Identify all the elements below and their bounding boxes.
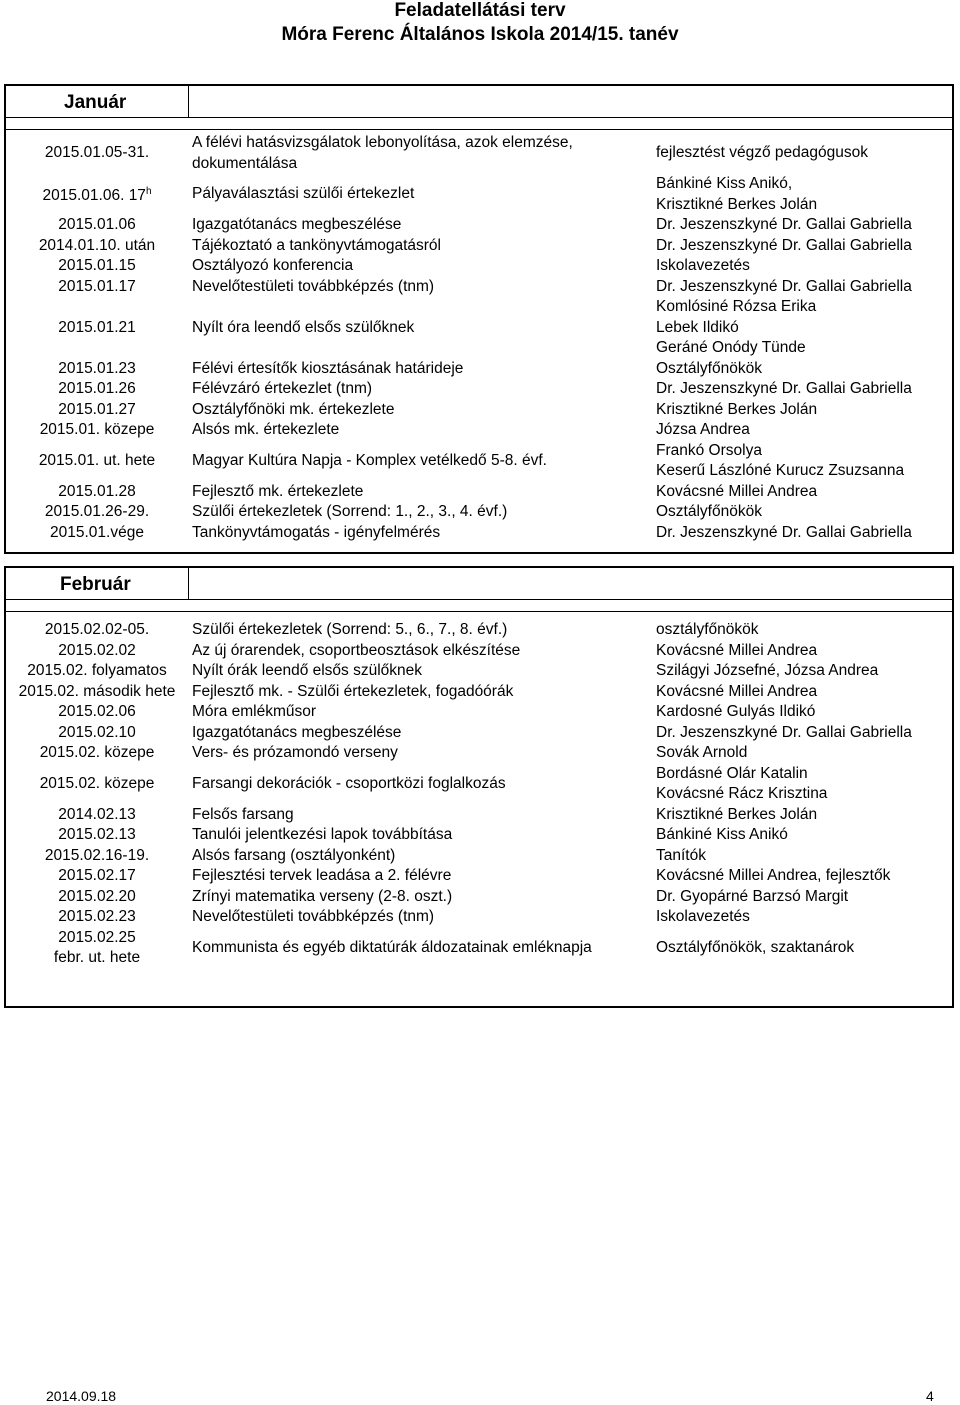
responsible-text: Dr. Jeszenszkyné Dr. Gallai Gabriella	[656, 380, 912, 397]
responsible-text: Lebek Ildikó	[656, 318, 739, 336]
february-month-heading: Február	[60, 574, 131, 595]
table-row	[6, 682, 952, 703]
responsible-text: Krisztikné Berkes Jolán	[656, 195, 818, 213]
task-text: Pályaválasztási szülői értekezlet	[192, 185, 415, 203]
responsible-text: Krisztikné Berkes Jolán	[656, 805, 818, 823]
date-text: 2015.02.25	[58, 928, 136, 946]
task-text: Szülői értekezletek (Sorrend: 5., 6., 7., 8. évf.)	[192, 621, 508, 638]
table-row	[6, 825, 952, 846]
task-text: Osztályozó konferencia	[192, 257, 354, 274]
table-row	[6, 482, 952, 503]
responsible-cell	[656, 723, 952, 744]
february-header-row	[6, 568, 952, 600]
responsible-cell	[656, 866, 952, 887]
date-cell	[6, 215, 188, 236]
responsible-cell	[656, 441, 952, 482]
task-text: Tankönyvtámogatás - igényfelmérés	[192, 523, 441, 541]
date-text: 2015.02.06	[58, 703, 136, 720]
date-text-secondary: febr. ut. hete	[53, 949, 141, 966]
responsible-cell	[656, 482, 952, 503]
task-text: Tájékoztató a tankönyvtámogatásról	[192, 236, 441, 254]
task-cell	[192, 866, 652, 887]
responsible-text: Iskolavezetés	[656, 257, 750, 274]
date-cell	[6, 420, 188, 441]
date-text: 2015.02. második hete	[18, 682, 176, 700]
date-text: 2015.02. közepe	[39, 774, 155, 792]
table-row	[6, 133, 952, 174]
task-text: Félévzáró értekezlet (tnm)	[192, 380, 373, 397]
responsible-cell	[656, 702, 952, 723]
date-text: 2015.02.17	[58, 867, 136, 884]
responsible-text: Tanítók	[656, 846, 706, 864]
task-text: Móra emlékműsor	[192, 703, 317, 720]
responsible-cell	[656, 764, 952, 805]
date-cell	[6, 297, 188, 359]
task-cell	[192, 702, 652, 723]
task-cell	[192, 297, 652, 359]
task-text: Farsangi dekorációk - csoportközi foglalkozás	[192, 774, 506, 792]
responsible-text: Krisztikné Berkes Jolán	[656, 400, 818, 418]
date-text: 2015.01.27	[58, 400, 136, 418]
responsible-text: Osztályfőnökök	[656, 503, 762, 520]
task-cell	[192, 277, 652, 298]
responsible-text: Dr. Gyopárné Barzsó Margit	[656, 887, 849, 905]
task-cell	[192, 764, 652, 805]
page-number: 4	[926, 1388, 934, 1404]
responsible-cell	[656, 825, 952, 846]
date-text: 2015.02.13	[58, 826, 136, 843]
date-text: 2015.02. folyamatos	[27, 662, 167, 679]
task-cell	[192, 682, 652, 703]
date-cell	[6, 702, 188, 723]
table-row	[6, 661, 952, 682]
date-text: 2015.02.02-05.	[44, 621, 150, 638]
date-cell	[6, 907, 188, 928]
task-text: Fejlesztő mk. értekezlete	[192, 482, 364, 500]
task-cell	[192, 133, 652, 174]
responsible-cell	[656, 420, 952, 441]
date-cell	[6, 379, 188, 400]
date-cell	[6, 743, 188, 764]
table-row	[6, 174, 952, 215]
date-cell	[6, 620, 188, 641]
date-text: 2015.02.16-19.	[44, 846, 150, 864]
date-cell	[6, 482, 188, 503]
table-row	[6, 277, 952, 298]
responsible-cell	[656, 359, 952, 380]
date-text: 2015.01.06	[58, 216, 136, 233]
task-cell	[192, 887, 652, 908]
responsible-cell	[656, 928, 952, 969]
table-row	[6, 907, 952, 928]
footer-date: 2014.09.18	[46, 1388, 117, 1404]
date-cell	[6, 825, 188, 846]
responsible-text: Geráné Onódy Tünde	[656, 339, 806, 356]
task-cell	[192, 620, 652, 641]
responsible-text: Frankó Orsolya	[656, 441, 762, 459]
task-text: Nyílt órák leendő elsős szülőknek	[192, 662, 423, 679]
task-text: Igazgatótanács megbeszélése	[192, 216, 402, 233]
table-row	[6, 928, 952, 969]
responsible-cell	[656, 379, 952, 400]
task-text: Alsós farsang (osztályonként)	[192, 846, 396, 864]
date-text: 2015.02.10	[58, 723, 136, 741]
responsible-text: fejlesztést végző pedagógusok	[656, 144, 868, 162]
task-cell	[192, 256, 652, 277]
table-row	[6, 846, 952, 867]
date-text: 2015.02.20	[58, 887, 136, 905]
date-text: 2015.02.02	[58, 641, 136, 659]
date-cell	[6, 133, 188, 174]
date-text: 2015.01.17	[58, 277, 136, 295]
task-cell	[192, 359, 652, 380]
date-cell	[6, 441, 188, 482]
responsible-cell	[656, 297, 952, 359]
responsible-cell	[656, 400, 952, 421]
task-cell	[192, 928, 652, 969]
task-text: Magyar Kultúra Napja - Komplex vetélkedő 5-8. évf.	[192, 451, 547, 469]
responsible-cell	[656, 641, 952, 662]
task-text: A félévi hatásvizsgálatok lebonyolítása, azok elemzése,	[192, 134, 573, 151]
task-text: Nyílt óra leendő elsős szülőknek	[192, 318, 415, 336]
date-cell	[6, 236, 188, 257]
date-cell	[6, 887, 188, 908]
responsible-cell	[656, 174, 952, 215]
date-cell	[6, 661, 188, 682]
date-text: 2015.02. közepe	[39, 744, 155, 761]
january-header-row	[6, 86, 952, 118]
task-cell	[192, 420, 652, 441]
task-text: Fejlesztő mk. - Szülői értekezletek, fogadóórák	[192, 682, 514, 700]
date-text: 2015.01.26	[58, 380, 136, 397]
responsible-cell	[656, 620, 952, 641]
date-cell	[6, 523, 188, 544]
task-cell	[192, 441, 652, 482]
table-row	[6, 359, 952, 380]
responsible-text: Dr. Jeszenszkyné Dr. Gallai Gabriella	[656, 723, 912, 741]
task-text: Alsós mk. értekezlete	[192, 421, 340, 438]
responsible-text: Kovácsné Rácz Krisztina	[656, 785, 828, 802]
february-spacer-row	[6, 600, 952, 612]
date-text: 2015.01.26-29.	[44, 503, 150, 520]
responsible-text: Kovácsné Millei Andrea	[656, 482, 818, 500]
responsible-cell	[656, 523, 952, 544]
table-row	[6, 523, 952, 544]
responsible-text: Dr. Jeszenszkyné Dr. Gallai Gabriella	[656, 523, 912, 541]
responsible-text: Sovák Arnold	[656, 744, 748, 761]
table-row	[6, 441, 952, 482]
february-table	[4, 566, 954, 1008]
task-text: Kommunista és egyéb diktatúrák áldozatainak emléknapja	[192, 938, 592, 956]
responsible-text: Bánkiné Kiss Anikó	[656, 826, 788, 843]
responsible-text: Osztályfőnökök	[656, 359, 762, 377]
table-row	[6, 723, 952, 744]
task-text: Osztályfőnöki mk. értekezlete	[192, 400, 395, 418]
date-text: 2014.02.13	[58, 805, 136, 823]
responsible-cell	[656, 887, 952, 908]
date-cell	[6, 641, 188, 662]
date-cell	[6, 174, 188, 215]
task-text: Az új órarendek, csoportbeosztások elkészítése	[192, 641, 521, 659]
date-text: 2015.02.23	[58, 908, 136, 925]
date-cell	[6, 866, 188, 887]
table-row	[6, 502, 952, 523]
task-cell	[192, 502, 652, 523]
table-row	[6, 215, 952, 236]
task-cell	[192, 805, 652, 826]
responsible-text: Kardosné Gulyás Ildikó	[656, 703, 816, 720]
table-row	[6, 256, 952, 277]
task-cell	[192, 825, 652, 846]
date-cell	[6, 928, 188, 969]
task-cell	[192, 379, 652, 400]
date-cell	[6, 682, 188, 703]
responsible-cell	[656, 661, 952, 682]
date-cell	[6, 723, 188, 744]
responsible-text: Dr. Jeszenszkyné Dr. Gallai Gabriella	[656, 277, 912, 295]
task-cell	[192, 215, 652, 236]
task-cell	[192, 907, 652, 928]
task-text: Nevelőtestületi továbbképzés (tnm)	[192, 277, 435, 295]
date-cell	[6, 764, 188, 805]
date-text: 2015.01.15	[58, 257, 136, 274]
task-text: Zrínyi matematika verseny (2-8. oszt.)	[192, 887, 453, 905]
responsible-text: Kovácsné Millei Andrea	[656, 641, 818, 659]
date-text: 2015.01. közepe	[39, 421, 155, 438]
task-text: Tanulói jelentkezési lapok továbbítása	[192, 826, 453, 843]
date-cell	[6, 846, 188, 867]
table-row	[6, 805, 952, 826]
task-cell	[192, 523, 652, 544]
responsible-text: Dr. Jeszenszkyné Dr. Gallai Gabriella	[656, 216, 912, 233]
task-cell	[192, 482, 652, 503]
date-superscript: h	[145, 186, 152, 198]
january-table	[4, 84, 954, 554]
table-row	[6, 641, 952, 662]
task-text: Fejlesztési tervek leadása a 2. félévre	[192, 867, 452, 884]
january-spacer-row	[6, 118, 952, 130]
task-cell	[192, 400, 652, 421]
task-cell	[192, 641, 652, 662]
responsible-text: Komlósiné Rózsa Erika	[656, 298, 817, 315]
responsible-text: Bánkiné Kiss Anikó,	[656, 175, 793, 192]
responsible-cell	[656, 743, 952, 764]
task-cell	[192, 743, 652, 764]
table-row	[6, 400, 952, 421]
responsible-text: Bordásné Olár Katalin	[656, 764, 808, 782]
responsible-text: osztályfőnökök	[656, 621, 759, 638]
task-text: Félévi értesítők kiosztásának határideje	[192, 359, 464, 377]
table-row	[6, 866, 952, 887]
responsible-text: Józsa Andrea	[656, 421, 750, 438]
school-subtitle: Móra Ferenc Általános Iskola 2014/15. tanév	[281, 24, 679, 45]
date-text: 2014.01.10. után	[38, 236, 156, 254]
task-cell	[192, 236, 652, 257]
table-row	[6, 887, 952, 908]
task-cell	[192, 661, 652, 682]
date-cell	[6, 805, 188, 826]
table-row	[6, 702, 952, 723]
responsible-text: Szilágyi Józsefné, Józsa Andrea	[656, 662, 879, 679]
task-text: Felsős farsang	[192, 805, 294, 823]
task-text: Vers- és prózamondó verseny	[192, 744, 398, 761]
task-text: dokumentálása	[192, 154, 298, 172]
task-text: Szülői értekezletek (Sorrend: 1., 2., 3., 4. évf.)	[192, 503, 508, 520]
responsible-cell	[656, 846, 952, 867]
table-row	[6, 743, 952, 764]
responsible-text: Kovácsné Millei Andrea	[656, 682, 818, 700]
date-cell	[6, 359, 188, 380]
date-text: 2015.01.21	[58, 318, 136, 336]
date-cell	[6, 277, 188, 298]
task-cell	[192, 846, 652, 867]
column-divider	[188, 86, 189, 118]
responsible-text: Dr. Jeszenszkyné Dr. Gallai Gabriella	[656, 236, 912, 254]
date-text: 2015.01.05-31.	[44, 144, 150, 162]
task-text: Igazgatótanács megbeszélése	[192, 723, 402, 741]
date-cell	[6, 400, 188, 421]
table-row	[6, 764, 952, 805]
date-cell	[6, 502, 188, 523]
responsible-cell	[656, 805, 952, 826]
responsible-cell	[656, 682, 952, 703]
table-row	[6, 420, 952, 441]
responsible-cell	[656, 277, 952, 298]
responsible-cell	[656, 236, 952, 257]
column-divider	[188, 568, 189, 600]
responsible-text: Kovácsné Millei Andrea, fejlesztők	[656, 867, 891, 884]
responsible-cell	[656, 215, 952, 236]
date-text: 2015.01. ut. hete	[38, 451, 156, 469]
responsible-cell	[656, 256, 952, 277]
date-cell	[6, 256, 188, 277]
responsible-cell	[656, 502, 952, 523]
date-text: 2015.01.vége	[50, 523, 144, 541]
date-text: 2015.01.06. 17	[42, 187, 146, 205]
date-text: 2015.01.23	[58, 359, 136, 377]
task-cell	[192, 174, 652, 215]
table-row	[6, 297, 952, 359]
responsible-text: Keserű Lászlóné Kurucz Zsuzsanna	[656, 462, 905, 479]
task-cell	[192, 723, 652, 744]
responsible-cell	[656, 907, 952, 928]
table-row	[6, 236, 952, 257]
date-text: 2015.01.28	[58, 482, 136, 500]
january-month-heading: Január	[64, 92, 127, 113]
table-row	[6, 379, 952, 400]
table-row	[6, 620, 952, 641]
responsible-text: Iskolavezetés	[656, 908, 750, 925]
task-text: Nevelőtestületi továbbképzés (tnm)	[192, 908, 435, 925]
responsible-text: Osztályfőnökök, szaktanárok	[656, 938, 855, 956]
responsible-cell	[656, 133, 952, 174]
document-title: Feladatellátási terv	[394, 0, 566, 21]
